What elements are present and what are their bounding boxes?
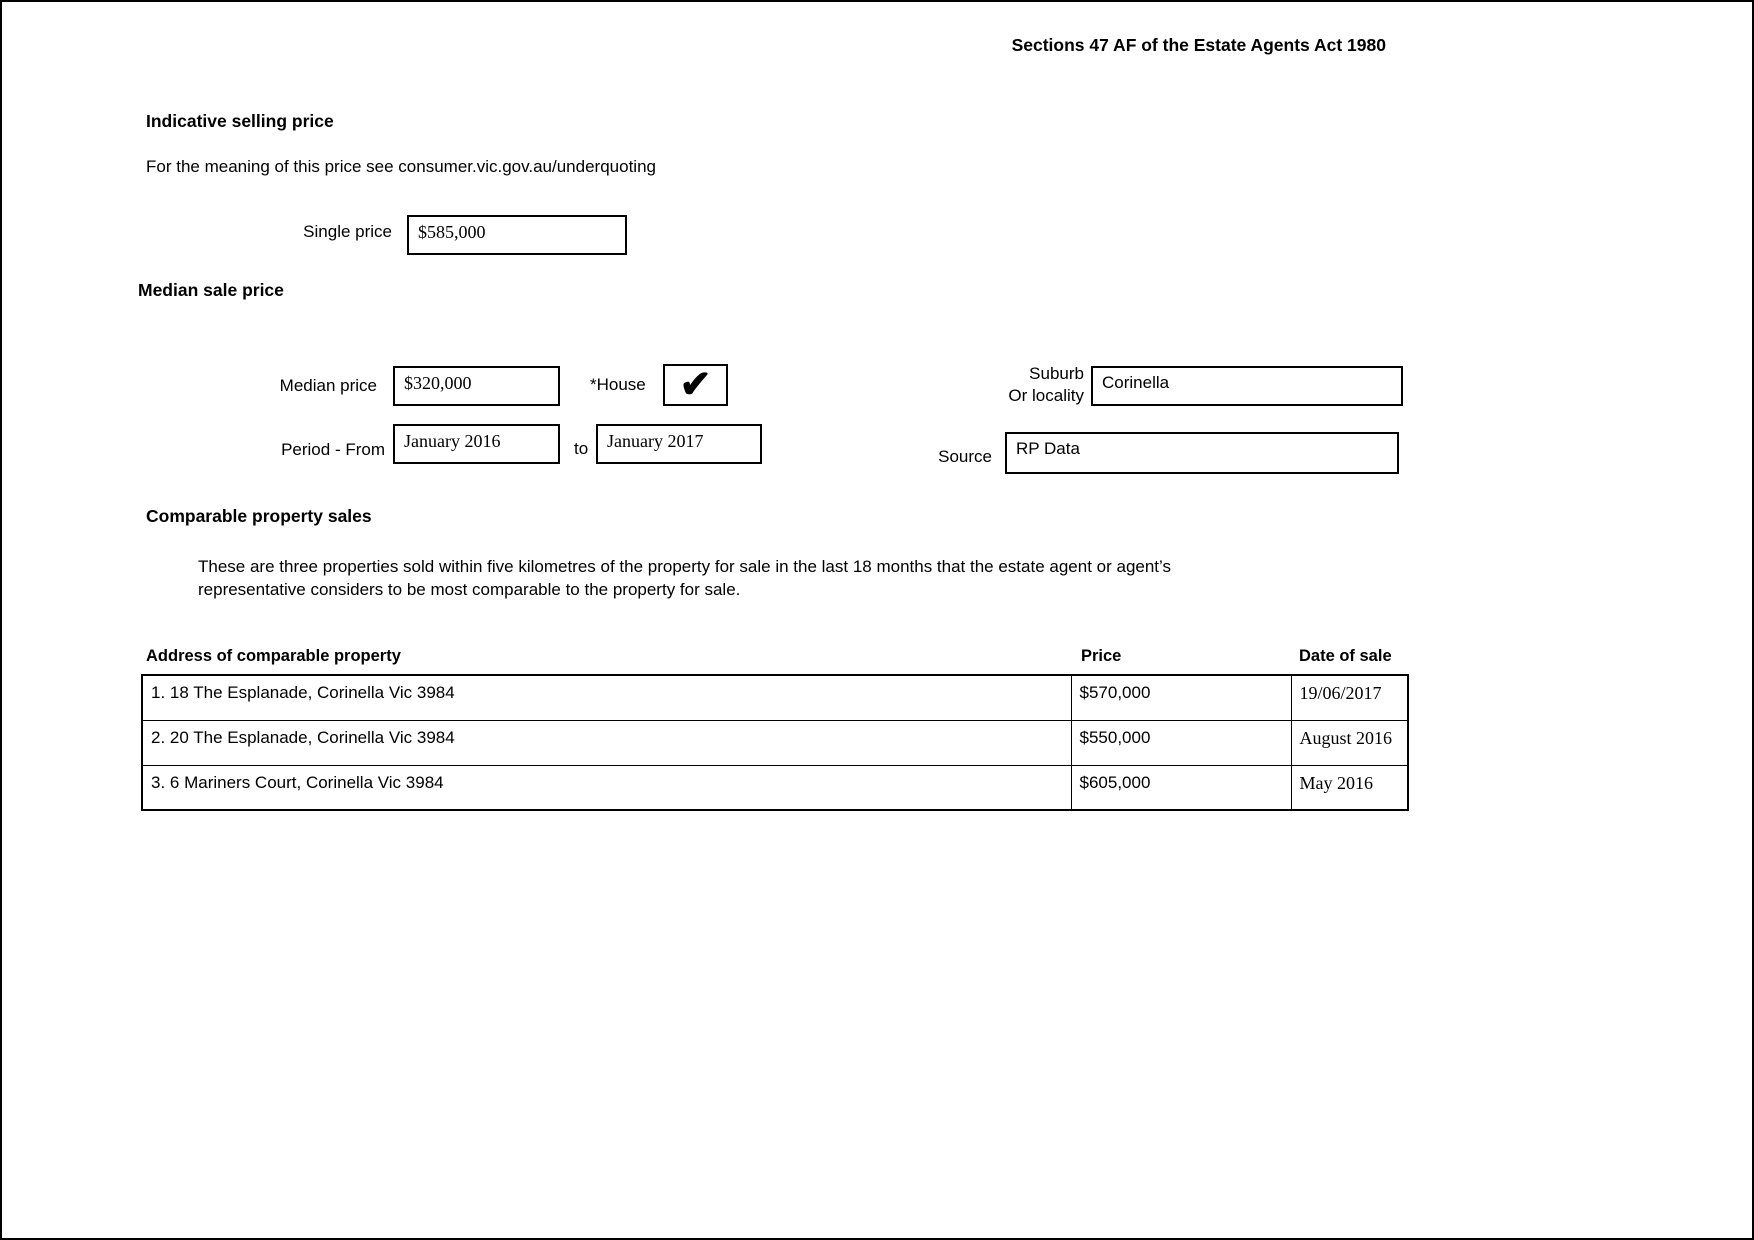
source-value: RP Data bbox=[1016, 439, 1080, 458]
table-row bbox=[142, 675, 1408, 720]
suburb-field[interactable] bbox=[1091, 366, 1403, 406]
table-row bbox=[142, 720, 1408, 765]
suburb-value: Corinella bbox=[1102, 373, 1170, 392]
page-title: Sections 47 AF of the Estate Agents Act 1980 bbox=[1011, 35, 1386, 55]
comparable-description: These are three properties sold within five kilometres of the property for sale in the last 18 months that the estate agent or agent’s representative considers to be most comparable to the property for sale. bbox=[198, 557, 1172, 599]
price-cell: $550,000 bbox=[1071, 720, 1291, 765]
table-header-date: Date of sale bbox=[1299, 647, 1392, 665]
date-cell: May 2016 bbox=[1291, 765, 1408, 810]
comparable-property-sales-heading: Comparable property sales bbox=[146, 506, 372, 526]
suburb-label bbox=[942, 363, 1084, 407]
period-from-field[interactable] bbox=[393, 424, 560, 464]
suburb-label-line1: Suburb bbox=[1029, 364, 1084, 383]
address-cell: 2. 20 The Esplanade, Corinella Vic 3984 bbox=[142, 720, 1071, 765]
period-to-value: January 2017 bbox=[607, 431, 704, 451]
single-price-label: Single price bbox=[303, 222, 392, 241]
single-price-value: $585,000 bbox=[418, 222, 486, 242]
table-row bbox=[142, 765, 1408, 810]
median-price-value: $320,000 bbox=[404, 373, 472, 393]
price-cell: $605,000 bbox=[1071, 765, 1291, 810]
source-label: Source bbox=[938, 447, 992, 466]
median-price-field[interactable] bbox=[393, 366, 560, 406]
median-price-label: Median price bbox=[279, 376, 377, 395]
period-from-value: January 2016 bbox=[404, 431, 501, 451]
house-checkbox[interactable] bbox=[663, 364, 728, 406]
address-cell: 1. 18 The Esplanade, Corinella Vic 3984 bbox=[142, 675, 1071, 720]
source-field[interactable] bbox=[1005, 432, 1399, 474]
table-header-address: Address of comparable property bbox=[146, 647, 401, 665]
to-label: to bbox=[574, 439, 589, 458]
check-icon: ✔ bbox=[679, 364, 712, 406]
single-price-field[interactable] bbox=[407, 215, 627, 255]
address-cell: 3. 6 Mariners Court, Corinella Vic 3984 bbox=[142, 765, 1071, 810]
table-header-price: Price bbox=[1081, 647, 1122, 665]
period-from-label: Period - From bbox=[281, 440, 385, 459]
median-sale-price-heading: Median sale price bbox=[138, 280, 284, 300]
indicative-selling-price-heading: Indicative selling price bbox=[146, 111, 334, 131]
comparable-sales-table bbox=[141, 674, 1409, 811]
price-cell: $570,000 bbox=[1071, 675, 1291, 720]
date-cell: 19/06/2017 bbox=[1291, 675, 1408, 720]
house-label: *House bbox=[590, 375, 646, 394]
period-to-field[interactable] bbox=[596, 424, 762, 464]
underquoting-note: For the meaning of this price see consumer.vic.gov.au/underquoting bbox=[146, 157, 656, 176]
suburb-label-line2: Or locality bbox=[1008, 386, 1084, 405]
date-cell: August 2016 bbox=[1291, 720, 1408, 765]
